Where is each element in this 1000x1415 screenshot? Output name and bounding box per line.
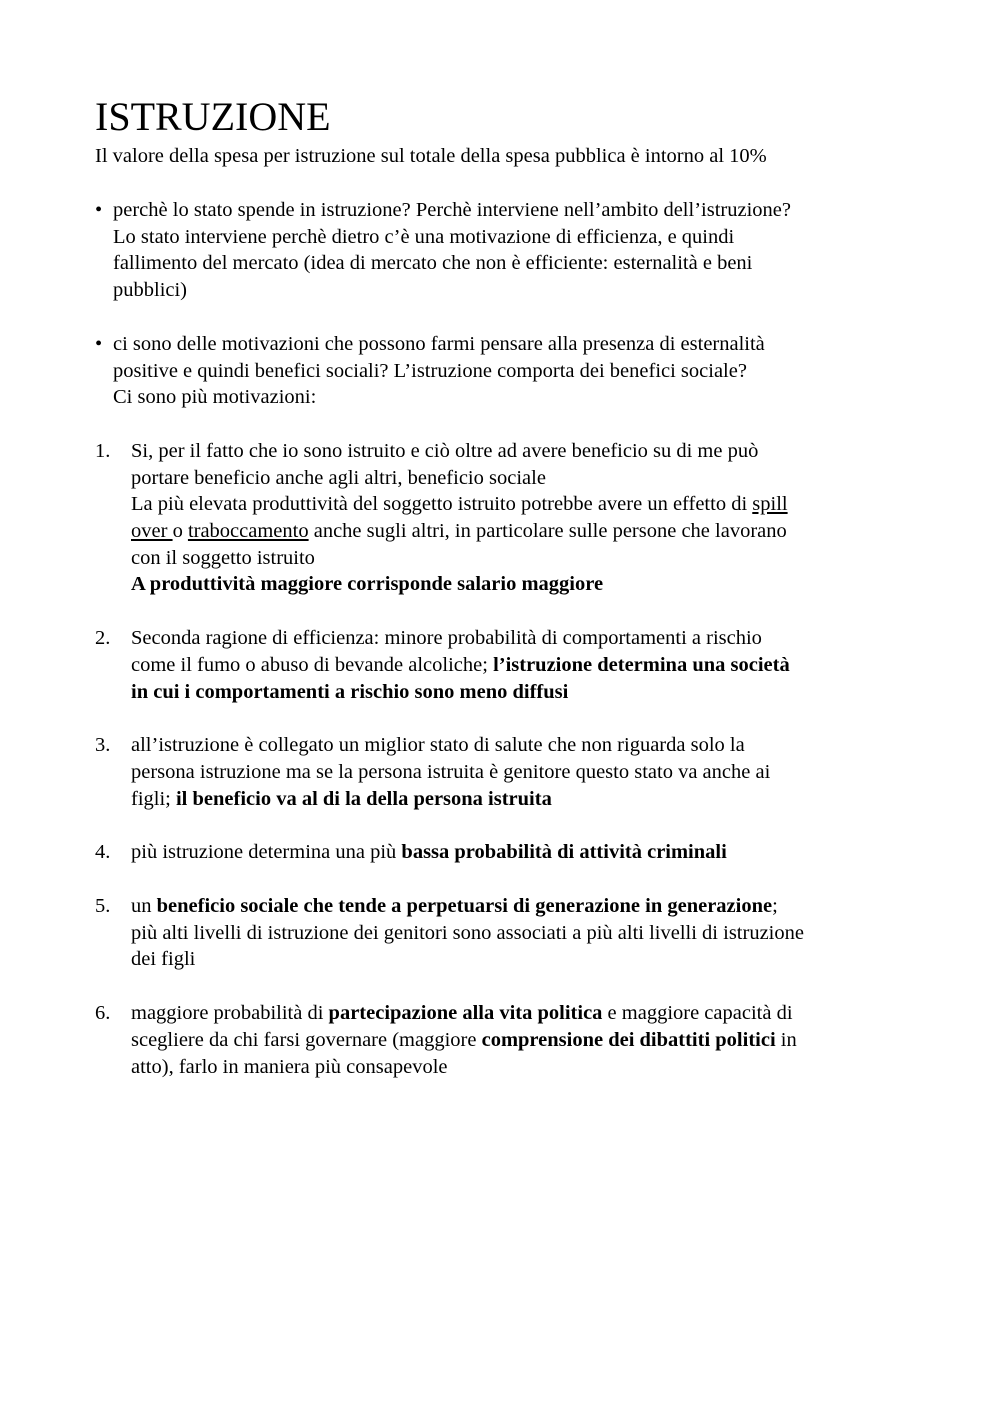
document-page (95, 93, 915, 1080)
item-line (131, 893, 915, 920)
item-text: un (131, 895, 157, 918)
bullet-line: Ci sono più motivazioni: (113, 386, 317, 409)
list-item (95, 438, 915, 598)
item-text: più istruzione determina una più (131, 841, 402, 864)
item-line: all’istruzione è collegato un miglior stato di salute che non riguarda solo la (131, 734, 745, 757)
bullet-marker: • (95, 199, 103, 221)
bold-text: bassa probabilità di attività criminali (401, 841, 727, 864)
bullet-line: perchè lo stato spende in istruzione? Perchè interviene nell’ambito dell’istruzione? (113, 199, 791, 221)
list-number: 1. (95, 439, 111, 462)
item-text: La più elevata produttività del soggetto istruito potrebbe avere un effetto di (131, 493, 753, 516)
list-number: 6. (95, 1002, 111, 1025)
item-line (131, 652, 915, 679)
bullet-line: pubblici) (113, 279, 188, 302)
list-item (95, 893, 915, 973)
bullet-item (95, 331, 915, 411)
item-line: con il soggetto istruito (131, 546, 315, 569)
bullet-line: Lo stato interviene perchè dietro c’è una motivazione di efficienza, e quindi (113, 225, 735, 248)
item-text: figli; (131, 787, 176, 810)
item-line: Seconda ragione di efficienza: minore probabilità di comportamenti a rischio (131, 627, 762, 650)
bold-text: in cui i comportamenti a rischio sono meno diffusi (131, 680, 569, 703)
item-line (131, 839, 915, 866)
list-item (95, 732, 915, 812)
item-text: maggiore probabilità di (131, 1002, 329, 1025)
bullet-line: ci sono delle motivazioni che possono farmi pensare alla presenza di esternalità (113, 332, 765, 355)
item-text: ; (772, 895, 778, 918)
bullet-marker: • (95, 332, 103, 355)
item-text: come il fumo o abuso di bevande alcoliche; (131, 653, 494, 676)
bullet-line: positive e quindi benefici sociali? L’istruzione comporta dei benefici sociale? (113, 359, 747, 382)
bold-text: l’istruzione determina una società (493, 653, 790, 676)
item-line: persona istruzione ma se la persona istruita è genitore questo stato va anche ai (131, 760, 771, 783)
item-line (131, 518, 915, 545)
item-text: o (172, 520, 188, 543)
list-item (95, 1000, 915, 1080)
item-line (131, 1027, 915, 1054)
list-number: 3. (95, 734, 111, 757)
list-number: 5. (95, 895, 111, 918)
list-number: 4. (95, 841, 111, 864)
item-line (131, 1000, 915, 1027)
page-title: ISTRUZIONE (95, 94, 331, 139)
page-subtitle: Il valore della spesa per istruzione sul totale della spesa pubblica è intorno al 10% (95, 145, 767, 167)
underlined-term: over (131, 520, 173, 543)
item-line: più alti livelli di istruzione dei genitori sono associati a più alti livelli di istruzione (131, 921, 804, 944)
bold-text: A produttività maggiore corrisponde salario maggiore (131, 573, 604, 596)
bold-text: comprensione dei dibattiti politici (481, 1028, 776, 1051)
item-text: e maggiore capacità di (602, 1002, 793, 1025)
item-line (131, 786, 915, 813)
underlined-term: spill (752, 493, 788, 516)
bold-text: beneficio sociale che tende a perpetuarsi di generazione in generazione (156, 895, 773, 918)
item-text: scegliere da chi farsi governare (maggiore (131, 1028, 482, 1051)
list-item (95, 625, 915, 705)
item-line (131, 571, 915, 598)
item-line: dei figli (131, 948, 196, 971)
bullet-line: fallimento del mercato (idea di mercato che non è efficiente: esternalità e beni (113, 252, 753, 275)
item-line (131, 491, 915, 518)
list-item (95, 839, 915, 866)
bold-text: partecipazione alla vita politica (328, 1002, 603, 1025)
list-number: 2. (95, 627, 111, 650)
bullet-item (95, 197, 915, 304)
item-text: in (775, 1028, 797, 1051)
bold-text: il beneficio va al di la della persona istruita (175, 787, 552, 810)
item-line: atto), farlo in maniera più consapevole (131, 1055, 448, 1078)
item-line: Si, per il fatto che io sono istruito e ciò oltre ad avere beneficio su di me può (131, 439, 759, 462)
underlined-term: traboccamento (187, 520, 309, 543)
item-line: portare beneficio anche agli altri, beneficio sociale (131, 466, 546, 489)
item-line (131, 679, 915, 706)
item-text: anche sugli altri, in particolare sulle persone che lavorano (308, 520, 787, 543)
